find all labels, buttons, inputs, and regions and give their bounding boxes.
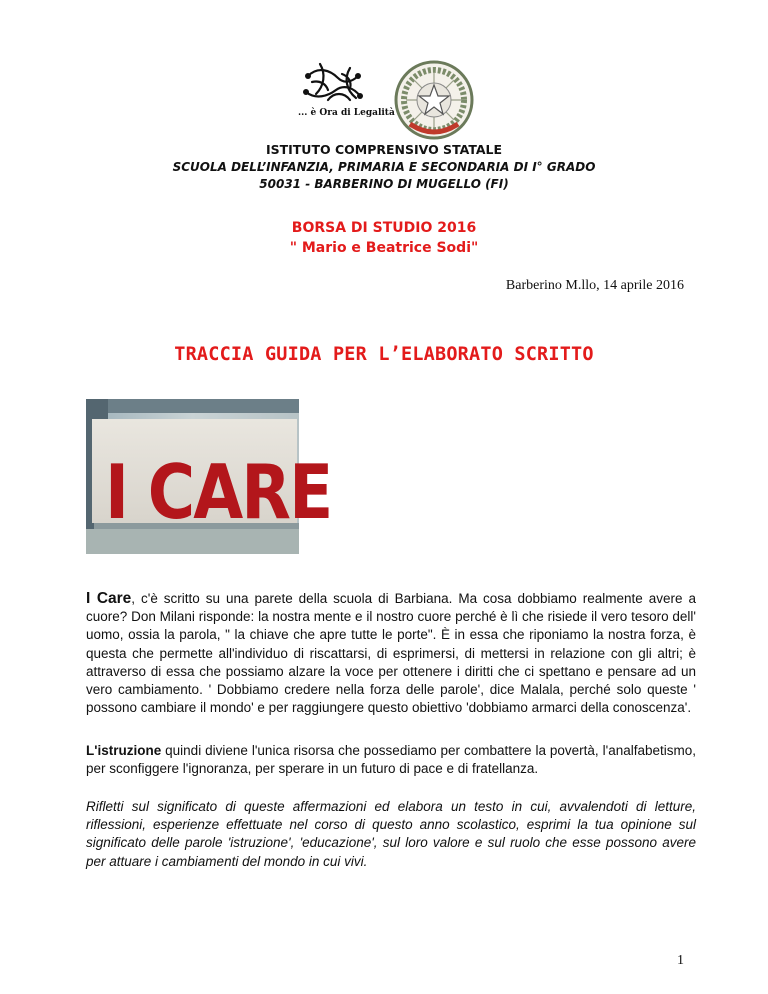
school-type: ISTITUTO COMPRENSIVO STATALE	[265, 142, 503, 157]
paragraph-lead: I Care	[86, 590, 132, 607]
paragraph-istruzione	[86, 742, 696, 778]
paragraph-body: quindi diviene l'unica risorsa che possediamo per combattere la povertà, l'analfabetismo, per sconfiggere l'ignoranza, per sperare in un futuro di pace e di fratellanza.	[86, 743, 696, 777]
paragraph-body: , c'è scritto su una parete della scuola di Barbiana. Ma cosa dobbiamo realmente avere a cuore? Don Milani risponde: la nostra mente e il nostro cuore perché è lì che risiede il vero tesoro dell' uomo, ossia la parola, " la chiave che apre tutte le porte". È in essa che riponiamo la nostra forza, è questa che permette all'individuo di riscattarsi, di esprimersi, di mettersi in relazione con gli altri; è attraverso di essa che possiamo alzare la voce per ottenere i diritti che ci spettano e pensare ad un vero cambiamento. ' Dobbiamo credere nella forza delle parole', dice Malala, perché solo queste ' possono cambiare il mondo' e per raggiungere questo obiettivo 'dobbiamo armarci della conoscenza'.	[86, 591, 696, 716]
logo-title: ... è Ora di Legalità	[298, 108, 395, 118]
paragraph-lead: L'istruzione	[86, 743, 162, 758]
date-line: Barberino M.llo, 14 aprile 2016	[505, 278, 684, 293]
school-address: 50031 - BARBERINO DI MUGELLO (FI)	[259, 177, 509, 191]
legalita-logo	[298, 56, 395, 148]
school-levels: SCUOLA DELL’INFANZIA, PRIMARIA E SECONDARIA DI I° GRADO	[172, 160, 596, 174]
scholarship-name: " Mario e Beatrice Sodi"	[289, 240, 479, 256]
i-care-sign-text: I CARE	[105, 449, 332, 536]
paragraph-instructions: Rifletti sul significato di queste affermazioni ed elabora un testo in cui, avvalendoti di letture, riflessioni, esperienze effettuate nel corso di questo anno scolastico, esprimi la tua opinione sul significato delle parole 'istruzione', 'educazione', sul loro valore e sul ruolo che esse possono avere per attuare i cambiamenti del mondo in cui vivi.	[86, 799, 696, 869]
i-care-photo	[86, 399, 332, 554]
page-number: 1	[677, 953, 684, 968]
paragraph-i-care	[86, 590, 696, 717]
document-heading: TRACCIA GUIDA PER L’ELABORATO SCRITTO	[174, 344, 594, 365]
scholarship-title: BORSA DI STUDIO 2016	[291, 220, 477, 236]
italian-republic-seal	[392, 58, 476, 142]
